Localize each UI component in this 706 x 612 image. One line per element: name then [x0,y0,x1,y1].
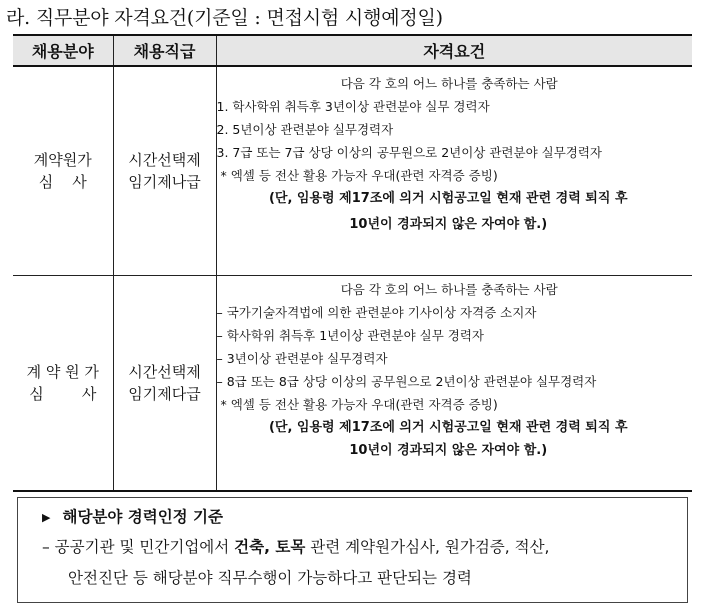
grade-text: 임기제다급 [128,384,201,403]
criteria-text: – 공공기관 및 민간기업에서 [42,538,235,556]
criteria-heading-text: 해당분야 경력인정 기준 [62,508,223,526]
field-text: 계약원가 [33,150,92,169]
grade-cell [113,66,216,275]
requirement-item: * 엑셀 등 전산 활용 가능자 우대(관련 자격증 증빙) [216,396,498,412]
criteria-line [42,532,687,563]
field-cell [13,66,113,275]
requirements-cell [216,66,692,275]
criteria-heading [42,502,687,532]
requirement-item: – 학사학위 취득후 1년이상 관련분야 실무 경력자 [216,327,484,343]
requirement-note: 10년이 경과되지 않은 자여야 함.) [349,217,548,232]
table-header-row [13,35,692,66]
criteria-bold-text: 건축 [234,538,265,556]
field-text: 계 약 원 가 [26,362,99,381]
requirement-item: 2. 5년이상 관련분야 실무경력자 [216,122,394,137]
header-requirements: 자격요건 [216,35,692,66]
requirements-intro: 다음 각 호의 어느 하나를 충족하는 사람 [340,76,558,91]
requirement-item: 3. 7급 또는 7급 상당 이상의 공무원으로 2년이상 관련분야 실무경력자 [216,145,602,160]
requirement-item: – 국가기술자격법에 의한 관련분야 기사이상 자격증 소지자 [216,304,537,320]
field-text: 심 사 [29,384,97,403]
criteria-line: 안전진단 등 해당분야 직무수행이 가능하다고 판단되는 경력 [68,569,472,587]
criteria-text: 관련 계약원가심사, 원가검증, 적산, [305,538,550,556]
table-row [13,275,692,491]
field-cell [13,275,113,491]
requirement-note: (단, 임용령 제17조에 의거 시험공고일 현재 관련 경력 퇴직 후 [268,191,628,206]
requirement-note: 10년이 경과되지 않은 자여야 함.) [349,442,548,458]
requirement-item: * 엑셀 등 전산 활용 가능자 우대(관련 자격증 증빙) [216,168,498,183]
requirement-item: – 3년이상 관련분야 실무경력자 [216,350,388,366]
header-grade: 채용직급 [113,35,216,66]
requirements-intro: 다음 각 호의 어느 하나를 충족하는 사람 [340,281,558,297]
grade-text: 시간선택제 [128,362,201,381]
requirement-note: (단, 임용령 제17조에 의거 시험공고일 현재 관련 경력 퇴직 후 [268,419,628,435]
field-text: 심 사 [38,172,87,191]
section-title: 라. 직무분야 자격요건(기준일 : 면접시험 시행예정일) [6,7,443,29]
header-field: 채용분야 [13,35,113,66]
criteria-bold-text: 토목 [275,538,306,556]
grade-text: 임기제나급 [128,172,201,191]
requirements-cell [216,275,692,491]
qualification-table [13,34,692,492]
table-row [13,66,692,275]
triangle-bullet-icon: ▶ [42,511,51,524]
requirement-item: – 8급 또는 8급 상당 이상의 공무원으로 2년이상 관련분야 실무경력자 [216,373,597,389]
requirement-item: 1. 학사학위 취득후 3년이상 관련분야 실무 경력자 [216,99,490,114]
career-criteria-box [17,497,688,603]
grade-cell [113,275,216,491]
grade-text: 시간선택제 [128,150,201,169]
criteria-bold-separator: , [264,538,276,556]
